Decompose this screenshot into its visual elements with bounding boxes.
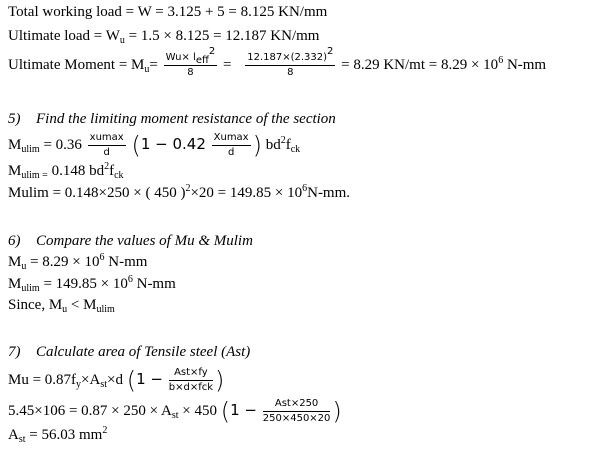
- ultimate-load-label: Ultimate load = W: [8, 28, 120, 44]
- mulim-inner: 1 − 0.42: [140, 134, 206, 153]
- mulim-simplified-line: [8, 161, 124, 181]
- mulim-bd-sup: 2: [280, 134, 286, 146]
- frac2-num-sup: 2: [327, 46, 334, 57]
- mulim-fck-sub: ck: [290, 143, 301, 155]
- subst-a: 5.45×106 = 0.87 × 250 × A: [8, 402, 172, 419]
- total-working-load-text: Total working load = W = 3.125 + 5 = 8.125 KN/mm: [8, 4, 328, 20]
- frac2-num-text: 12.187×(2.332): [247, 52, 328, 63]
- mulim2-fck-sub: ck: [114, 170, 124, 181]
- xumax-fraction: [88, 132, 126, 159]
- mulim3-unit: N-mm.: [307, 185, 351, 201]
- frac1-num-sup: 2: [208, 46, 216, 57]
- ast-fy-num: Ast×fy: [169, 367, 213, 381]
- mulim-numeric-line: [8, 183, 351, 201]
- mu-formula-sub-y: y: [76, 378, 82, 390]
- mu-formula-rparen: ): [215, 366, 225, 395]
- open-paren: (: [131, 131, 141, 160]
- mulim-val-sup: 6: [127, 274, 133, 285]
- mulim-val-sub: ulim: [21, 283, 40, 294]
- ultimate-load-sub: u: [119, 35, 125, 46]
- mulim-val-m: M: [8, 276, 22, 292]
- mulim2-value: 0.148 bd: [51, 163, 105, 179]
- section-6-heading: [8, 234, 253, 249]
- moment-fraction-equals: =: [222, 56, 232, 73]
- ultimate-moment-line: [8, 46, 547, 79]
- ast-250-fraction: [263, 398, 331, 425]
- subst-b: × 450: [182, 402, 217, 419]
- since-lt: < M: [70, 297, 97, 313]
- mulim-val-unit: N-mm: [136, 276, 176, 292]
- ast-250-num: Ast×250: [263, 398, 331, 412]
- mu-unit: N-mm: [108, 254, 148, 270]
- total-working-load-line: [8, 5, 327, 20]
- ultimate-moment-value: = 8.29 KN/mt = 8.29 × 10: [341, 56, 499, 73]
- mulim2-sub: ulim =: [21, 170, 48, 181]
- ultimate-moment-unit: N-mm: [506, 56, 547, 73]
- mulim-value-line: [8, 274, 176, 294]
- ast-a: A: [8, 427, 19, 443]
- since-m: Since, M: [8, 297, 63, 313]
- ast-250-den: 250×450×20: [262, 413, 331, 424]
- mulim-coef: = 0.36: [43, 136, 82, 153]
- comparison-line: [8, 298, 115, 313]
- since-sub2: ulim: [96, 304, 115, 315]
- ast-fy-den: b×d×fck: [168, 382, 214, 393]
- section-7-title: Calculate area of Tensile steel (Ast): [36, 344, 251, 360]
- mulim2-f: f: [109, 163, 115, 179]
- moment-fraction-1-numerator: [164, 46, 218, 66]
- mulim-bd: bd: [265, 136, 281, 153]
- mu-formula-sub-st: st: [100, 378, 108, 390]
- ast-result-line: [8, 425, 108, 445]
- ast-value: = 56.03 mm: [29, 427, 103, 443]
- mu-formula-b: ×A: [81, 371, 101, 388]
- mulim3-sup: 2: [185, 183, 191, 194]
- mu-value: = 8.29 × 10: [30, 254, 100, 270]
- mu-formula-one: 1 −: [136, 369, 163, 388]
- mulim-val-value: = 149.85 × 10: [43, 276, 128, 292]
- moment-fraction-2-numerator: [245, 46, 335, 66]
- mulim3-sup2: 6: [302, 183, 308, 194]
- subst-one: 1 −: [230, 400, 257, 419]
- mulim2-sup: 2: [104, 161, 110, 172]
- close-paren: ): [252, 131, 262, 160]
- mu-value-line: [8, 252, 148, 272]
- ultimate-load-value: = 1.5 × 8.125 = 12.187 KN/mm: [128, 28, 320, 44]
- mulim-formula-line: [8, 132, 300, 159]
- mulim-f: f: [285, 136, 291, 153]
- section-7-number: 7): [8, 344, 21, 360]
- frac1-num-sub: eff: [195, 55, 209, 66]
- ultimate-moment-label: Ultimate Moment = M: [8, 56, 145, 73]
- xumax-fraction-2-den: d: [227, 147, 235, 158]
- moment-fraction-1-denominator: 8: [187, 67, 194, 78]
- ultimate-moment-sub: u: [144, 63, 150, 75]
- mu-formula-line: [8, 367, 224, 394]
- moment-fraction-1: [164, 46, 218, 79]
- ast-sub: st: [18, 434, 26, 445]
- ultimate-load-line: [8, 29, 319, 44]
- subst-rparen: ): [332, 397, 342, 426]
- xumax-fraction-2: [212, 132, 251, 159]
- mu-sub: u: [21, 261, 27, 272]
- moment-fraction-2: [245, 46, 335, 79]
- subst-lparen: (: [220, 397, 231, 426]
- frac1-num-text: Wu× l: [165, 52, 196, 63]
- mulim3-b: ×20 = 149.85 × 10: [190, 185, 303, 201]
- substitution-line: [8, 398, 342, 425]
- mu-m: M: [8, 254, 22, 270]
- xumax-fraction-num: xumax: [88, 132, 126, 146]
- mulim-m: M: [8, 136, 22, 153]
- since-sub: u: [62, 304, 68, 315]
- xumax-fraction-den: d: [103, 147, 110, 158]
- xumax-fraction-2-num: Xumax: [212, 132, 251, 146]
- ultimate-moment-equals: =: [149, 56, 158, 73]
- section-5-heading: [8, 112, 336, 127]
- mu-formula-c: ×d: [107, 371, 123, 388]
- section-5-number: 5): [8, 111, 21, 127]
- ultimate-moment-exp: 6: [498, 54, 504, 66]
- section-5-title: Find the limiting moment resistance of the section: [36, 111, 336, 127]
- subst-sub: st: [171, 409, 179, 421]
- section-7-heading: [8, 345, 250, 360]
- section-6-title: Compare the values of Mu & Mulim: [36, 233, 253, 249]
- moment-fraction-2-denominator: 8: [287, 67, 294, 78]
- ast-fy-fraction: [169, 367, 213, 394]
- mu-sup: 6: [99, 252, 105, 263]
- ast-sup: 2: [102, 425, 108, 436]
- mu-formula-a: Mu = 0.87f: [8, 371, 77, 388]
- section-6-number: 6): [8, 233, 21, 249]
- mulim3-a: Mulim = 0.148×250 × ( 450 ): [8, 185, 186, 201]
- mu-formula-lparen: (: [126, 366, 137, 395]
- mulim-sub: ulim: [21, 143, 40, 155]
- mulim2-m: M: [8, 163, 22, 179]
